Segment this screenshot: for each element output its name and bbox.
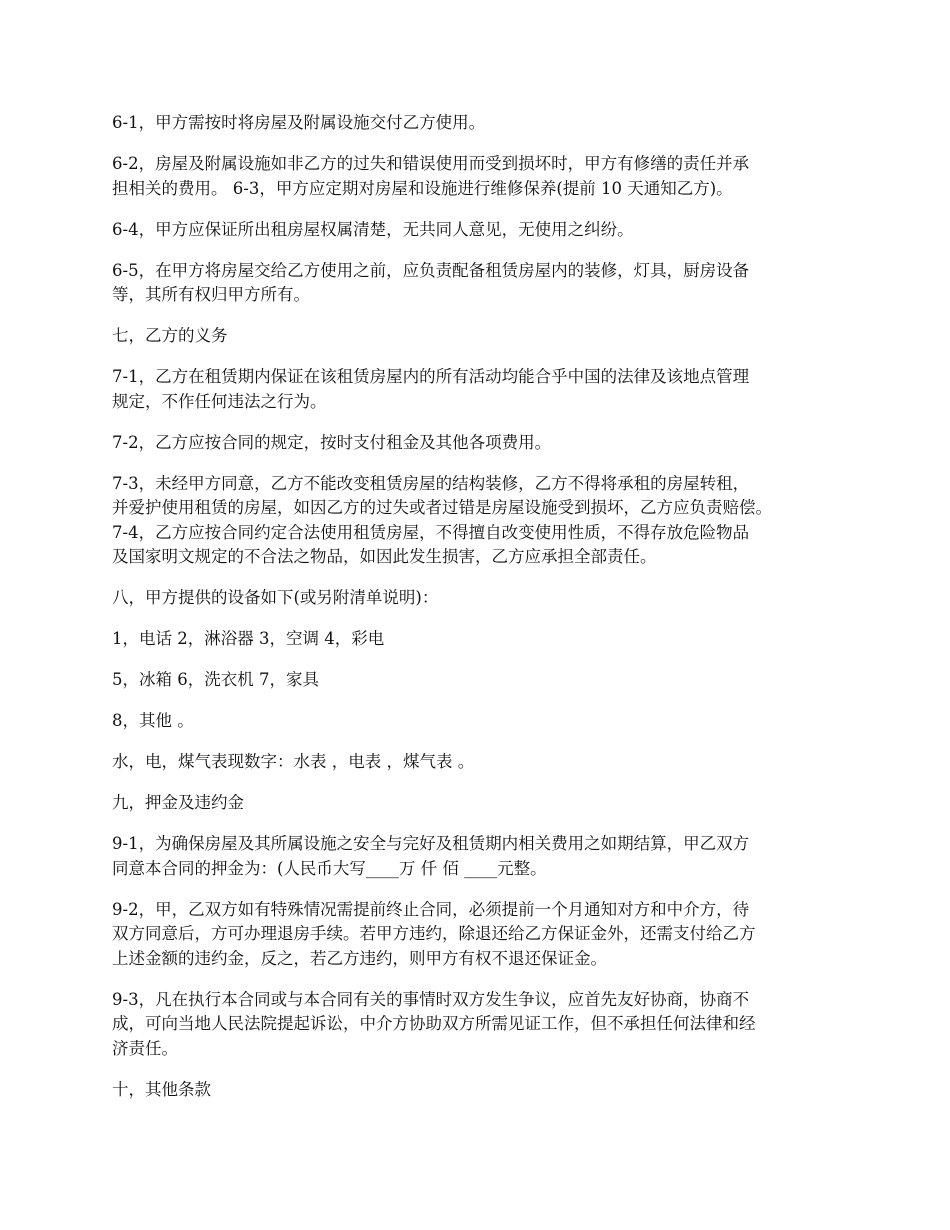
- clause-7-3-7-4: [112, 472, 857, 570]
- text-line: 9-3，凡在执行本合同或与本合同有关的事情时双方发生争议，应首先友好协商，协商不: [112, 989, 750, 1009]
- equipment-list-2: [112, 668, 857, 693]
- clause-7-1: [112, 365, 857, 414]
- text-line: 同意本合同的押金为：(人民币大写____万 仟 佰 ____元整。: [112, 858, 547, 878]
- clause-9-1: [112, 832, 857, 881]
- section-heading: 八，甲方提供的设备如下(或另附清单说明)：: [112, 588, 439, 607]
- text-line: 水，电，煤气表现数字：水表 ，电表 ，煤气表 。: [112, 752, 475, 771]
- text-line: 7-1，乙方在租赁期内保证在该租赁房屋内的所有活动均能合乎中国的法律及该地点管理: [112, 367, 750, 386]
- text-line: 上述金额的违约金，反之，若乙方违约，则甲方有权不退还保证金。: [112, 948, 607, 968]
- document-body: [112, 111, 857, 1102]
- text-line: 7-4，乙方应按合同约定合法使用租赁房屋，不得擅自改变使用性质，不得存放危险物品: [112, 522, 750, 542]
- section-heading-9: [112, 791, 857, 816]
- text-line: 及国家明文规定的不合法之物品，如因此发生损害，乙方应承担全部责任。: [112, 547, 657, 566]
- text-line: 7-2，乙方应按合同的规定，按时支付租金及其他各项费用。: [112, 432, 552, 452]
- text-line: 成，可向当地人民法院提起诉讼，中介方协助双方所需见证工作，但不承担任何法律和经: [112, 1014, 756, 1033]
- section-heading: 七，乙方的义务: [112, 326, 228, 345]
- text-line: 双方同意后，方可办理退房手续。若甲方违约，除退还给乙方保证金外，还需支付给乙方: [112, 924, 756, 943]
- equipment-list-3: [112, 709, 857, 734]
- section-heading-8: [112, 586, 857, 611]
- text-line: 5，冰箱 6，洗衣机 7，家具: [112, 670, 319, 689]
- text-line: 并爱护使用租赁的房屋，如因乙方的过失或者过错是房屋设施受到损坏，乙方应负责赔偿。: [112, 498, 772, 517]
- meter-readings: [112, 750, 857, 775]
- text-line: 9-1，为确保房屋及其所属设施之安全与完好及租赁期内相关费用之如期结算，甲乙双方: [112, 834, 750, 853]
- text-line: 9-2，甲，乙双方如有特殊情况需提前终止合同，必须提前一个月通知对方和中介方，待: [112, 899, 750, 919]
- section-heading-7: [112, 324, 857, 349]
- text-line: 6-2，房屋及附属设施如非乙方的过失和错误使用而受到损坏时，甲方有修缮的责任并承: [112, 154, 750, 173]
- section-heading: 九，押金及违约金: [112, 793, 244, 812]
- text-line: 6-5，在甲方将房屋交给乙方使用之前，应负责配备租赁房屋内的装修，灯具，厨房设备: [112, 260, 750, 280]
- text-line: 1，电话 2，淋浴器 3，空调 4，彩电: [112, 629, 385, 648]
- text-line: 6-4，甲方应保证所出租房屋权属清楚，无共同人意见，无使用之纠纷。: [112, 219, 634, 239]
- text-line: 规定，不作任何违法之行为。: [112, 391, 327, 411]
- clause-6-5: [112, 259, 857, 308]
- clause-9-2: [112, 898, 857, 972]
- text-line: 等，其所有权归甲方所有。: [112, 285, 310, 304]
- clause-6-2-6-3: [112, 152, 857, 201]
- text-line: 7-3，未经甲方同意，乙方不能改变租赁房屋的结构装修，乙方不得将承租的房屋转租，: [112, 473, 750, 493]
- section-heading-10: [112, 1078, 857, 1103]
- section-heading: 十，其他条款: [112, 1079, 211, 1099]
- equipment-list-1: [112, 627, 857, 652]
- text-line: 担相关的费用。 6-3，甲方应定期对房屋和设施进行维修保养(提前 10 天通知乙方)。: [112, 178, 733, 198]
- text-line: 8，其他 。: [112, 711, 194, 730]
- text-line: 6-1，甲方需按时将房屋及附属设施交付乙方使用。: [112, 113, 486, 132]
- clause-7-2: [112, 431, 857, 456]
- clause-6-1: [112, 111, 857, 136]
- clause-6-4: [112, 218, 857, 243]
- clause-9-3: [112, 988, 857, 1062]
- text-line: 济责任。: [112, 1038, 178, 1058]
